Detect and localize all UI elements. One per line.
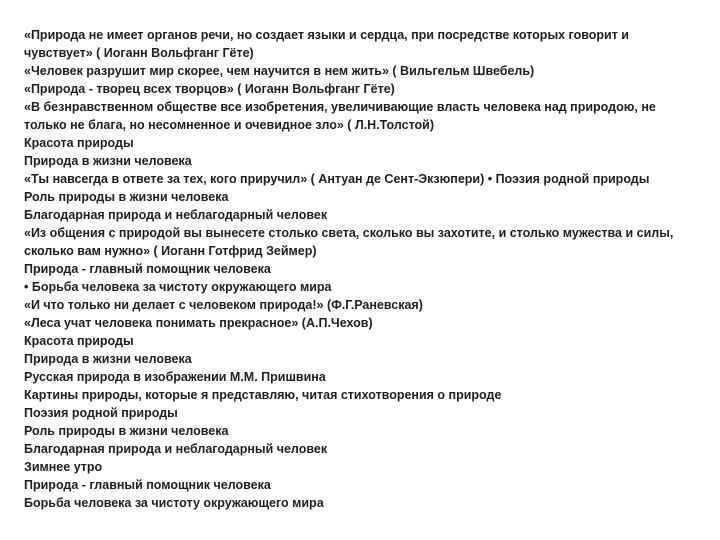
quote-chekhov: «Леса учат человека понимать прекрасное» (А.П.Чехов) bbox=[24, 316, 373, 330]
quote-zeimer: «Из общения с природой вы вынесете столько света, сколько вы захотите, и столько мужества и силы, сколько вам нужно» ( Иоганн Готфрид Зеймер) bbox=[24, 226, 674, 258]
quote-goethe-creator: «Природа - творец всех творцов» ( Иоганн Вольфганг Гёте) bbox=[24, 82, 395, 96]
quote-ranevskaya: «И что только ни делает с человеком природа!» (Ф.Г.Раневская) bbox=[24, 298, 423, 312]
quote-goethe-nature-speech: «Природа не имеет органов речи, но создает языки и сердца, при посредстве которых говорит и чувствует» ( Иоганн Вольфганг Гёте) bbox=[24, 28, 629, 60]
topic-grateful-nature: Благодарная природа и неблагодарный человек bbox=[24, 208, 328, 222]
topic-pictures-of-nature: Картины природы, которые я представляю, читая стихотворения о природе bbox=[24, 388, 502, 402]
topic-fight-for-clean-world: Борьба человека за чистоту окружающего мира bbox=[24, 496, 324, 510]
topic-fight-for-clean-world-bullet: • Борьба человека за чистоту окружающего мира bbox=[24, 280, 332, 294]
topic-nature-in-human-life: Природа в жизни человека bbox=[24, 154, 192, 168]
topic-beauty-of-nature-2: Красота природы bbox=[24, 334, 134, 348]
document-body bbox=[24, 26, 700, 512]
quote-tolstoy: «В безнравственном обществе все изобретения, увеличивающие власть человека над природою, не только не блага, но несомненное и очевидное зло» ( Л.Н.Толстой) bbox=[24, 100, 656, 132]
topic-poetry-native-nature: Поэзия родной природы bbox=[24, 406, 178, 420]
topic-nature-in-human-life-2: Природа в жизни человека bbox=[24, 352, 192, 366]
topic-russian-nature-prishvin: Русская природа в изображении М.М. Пришвина bbox=[24, 370, 326, 384]
quote-saint-exupery: «Ты навсегда в ответе за тех, кого приручил» ( Антуан де Сент-Экзюпери) • Поэзия родной природы bbox=[24, 172, 650, 186]
topic-nature-main-helper: Природа - главный помощник человека bbox=[24, 262, 271, 276]
topic-role-of-nature: Роль природы в жизни человека bbox=[24, 190, 229, 204]
topic-role-of-nature-2: Роль природы в жизни человека bbox=[24, 424, 229, 438]
topic-grateful-nature-2: Благодарная природа и неблагодарный человек bbox=[24, 442, 328, 456]
quote-schwebel: «Человек разрушит мир скорее, чем научится в нем жить» ( Вильгельм Швебель) bbox=[24, 64, 535, 78]
topic-beauty-of-nature: Красота природы bbox=[24, 136, 134, 150]
topic-winter-morning: Зимнее утро bbox=[24, 460, 103, 474]
topic-nature-main-helper-2: Природа - главный помощник человека bbox=[24, 478, 271, 492]
